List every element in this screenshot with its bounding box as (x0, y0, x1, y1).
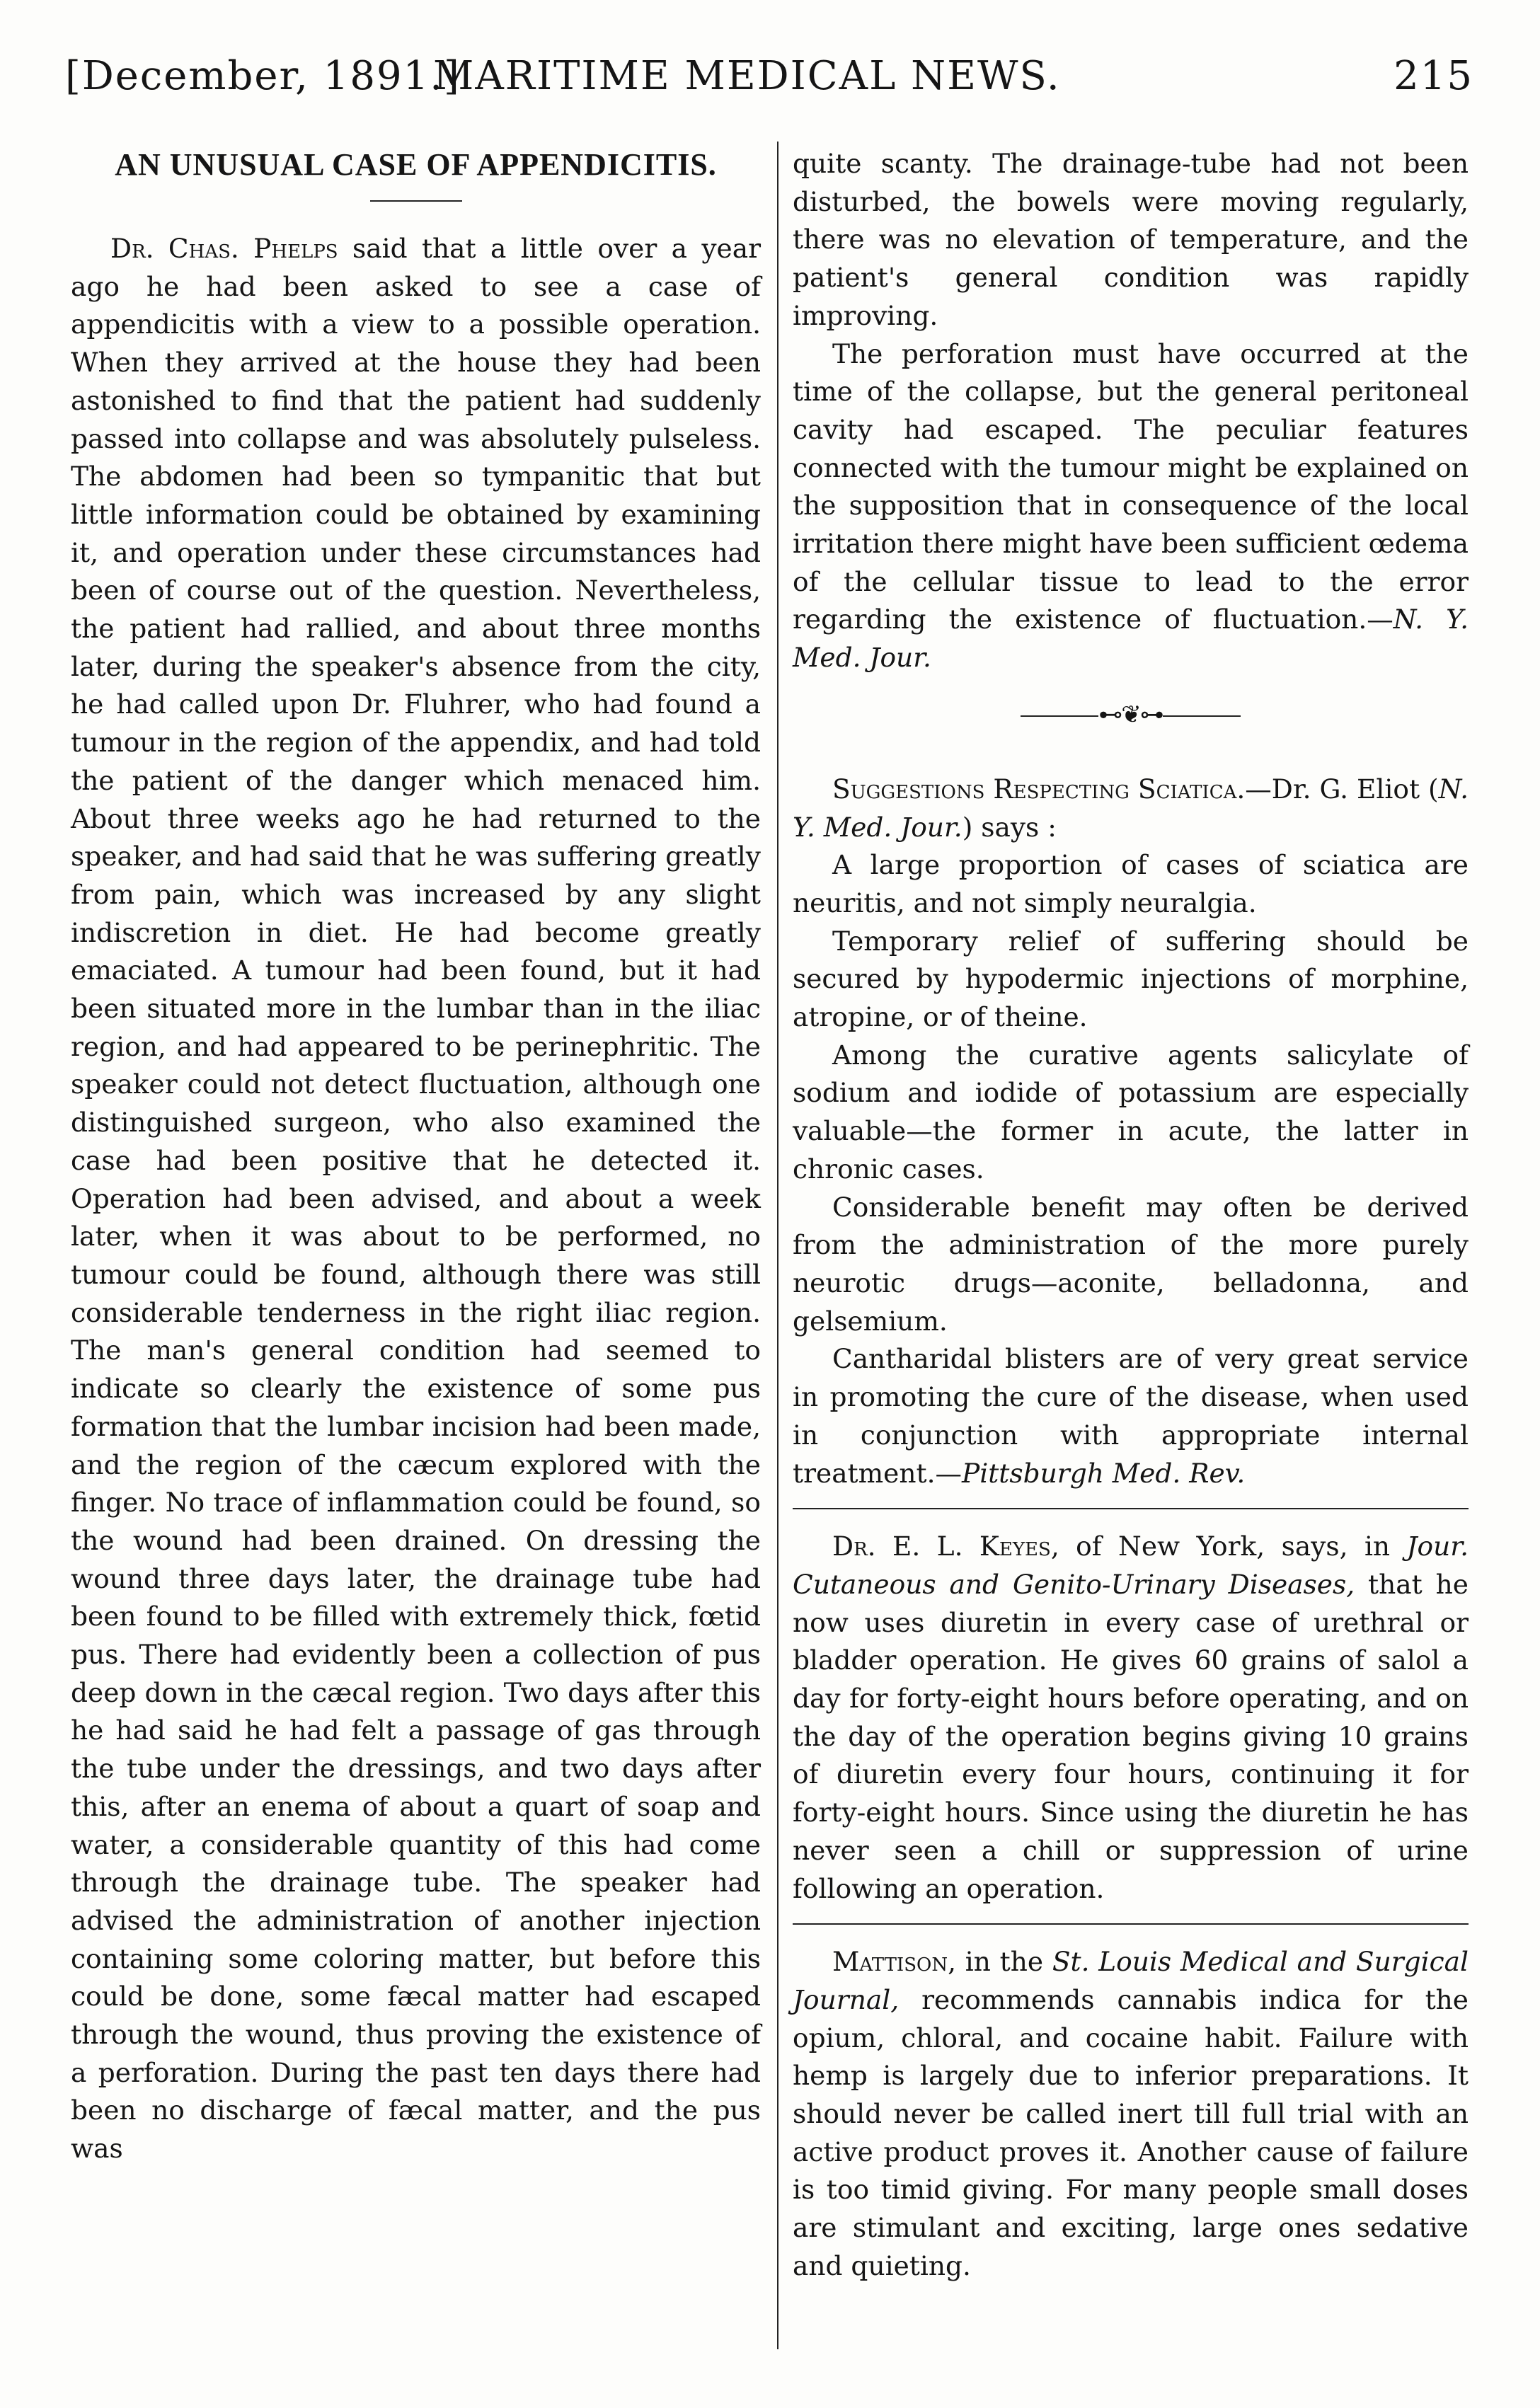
sciatica-paragraph: Considerable benefit may often be derived from the administration of the more purely neurotic drugs—aconite, belladonna, and gelsemium. (793, 1191, 1469, 1337)
issue-date: [December, 1891.] (65, 53, 461, 99)
sciatica-paragraph: Cantharidal blisters are of very great service in promoting the cure of the disease, when used in conjunction with appropriate internal treatment.—Pittsburgh Med. Rev. (793, 1343, 1469, 1489)
source-citation: St. Louis Medical and Surgical Journal, (793, 1946, 1469, 2015)
column-divider (777, 142, 778, 2349)
keyes-name: Dr. E. L. Keyes (832, 1531, 1051, 1562)
appendicitis-body: said that a little over a year ago he had been asked to see a case of appendicitis with a view to a possible operation. When they arrived at the house they had been astonished to find that the patient had suddenly passed into collapse and was absolutely pulseless. The abdomen had been so tympanitic that but little information could be obtained by examining it, and operation under these circumstances had been of course out of the question. Nevertheless, the patient had rallied, and about three months later, during the speaker's absence from the city, he had called upon Dr. Fluhrer, who had found a tumour in the region of the appendix, and had told the patient of the danger which menaced him. About three weeks ago he had returned to the speaker, and had said that he was suffering greatly from pain, which was increased by any slight indiscretion in diet. He had become greatly emaciated. A tumour had been found, but it had been situated more in the lumbar than in the iliac region, and had appeared to be perinephritic. The speaker could not detect fluctuation, although one distinguished surgeon, who also examined the case had been positive that he detected it. Operation had been advised, and about a week later, when it was about to be performed, no tumour could be found, although there was still considerable tenderness in the right iliac region. The man's general condition had seemed to indicate so clearly the existence of some pus formation that the lumbar incision had been made, and the region of the cæcum explored with the finger. No trace of inflammation could be found, so the wound had been drained. On dressing the wound three days later, the drainage tube had been found to be filled with extremely thick, fœtid pus. There had evidently been a collection of pus deep down in the cæcal region. Two days after this he had said he had felt a passage of gas through the tube under the dressings, and two days after this, after an enema of about a quart of soap and water, a considerable quantity of this had come through the drainage tube. The speaker had advised the administration of another injection containing some coloring matter, but before this could be done, some fæcal matter had escaped through the wound, thus proving the existence of a perforation. During the past ten days there had been no discharge of fæcal matter, and the pus was (71, 233, 761, 2165)
continuation-paragraph: quite scanty. The drainage-tube had not been disturbed, the bowels were moving regularly, there was no elevation of temperature, and the patient's general condition was rapidly improving. (793, 148, 1469, 331)
author-name: Dr. Chas. Phelps (110, 233, 338, 264)
appendicitis-paragraph (71, 230, 761, 2168)
section-rule (793, 1923, 1469, 1925)
mattison-paragraph: Mattison, in the St. Louis Medical and Surgical Journal, recommends cannabis indica for the opium, chloral, and cocaine habit. Failure with hemp is largely due to inferior preparations. It should never be called inert till full trial with an active product proves it. Another cause of failure is too timid giving. For many people small doses are stimulant and exciting, large ones sedative and quieting. (793, 1946, 1469, 2281)
sciatica-paragraph: Among the curative agents salicylate of sodium and iodide of potassium are especially valuable—the former in acute, the latter in chronic cases. (793, 1039, 1469, 1185)
section-rule (793, 1508, 1469, 1509)
journal-title: MARITIME MEDICAL NEWS. (433, 53, 1061, 99)
source-citation: Pittsburgh Med. Rev. (962, 1457, 1246, 1489)
ornament-glyph: ⊷❦⊶ (1098, 700, 1163, 729)
mattison-name: Mattison (832, 1946, 948, 1978)
perforation-paragraph: The perforation must have occurred at the time of the collapse, but the general peritoneal cavity had escaped. The peculiar features connected with the tumour might be explained on the supposition that in consequence of the local irritation there might have been sufficient œdema of the cellular tissue to lead to the error regarding the existence of fluctuation.—N. Y. Med. Jour. (793, 338, 1469, 674)
running-head (65, 41, 1473, 112)
section-ornament (793, 697, 1469, 732)
sciatica-heading: Suggestions Respecting Sciatica. (832, 773, 1246, 805)
article-title: AN UNUSUAL CASE OF APPENDICITIS. (115, 147, 717, 182)
source-citation: N. Y. Med. Jour. (793, 773, 1469, 843)
page-number: 215 (1394, 53, 1473, 99)
sciatica-paragraph: A large proportion of cases of sciatica are neuritis, and not simply neuralgia. (793, 849, 1469, 918)
source-citation: Jour. Cutaneous and Genito-Urinary Diseases, (793, 1531, 1469, 1600)
keyes-paragraph: Dr. E. L. Keyes, of New York, says, in Jour. Cutaneous and Genito-Urinary Diseases, that he now uses diuretin in every case of urethral or bladder operation. He gives 60 grains of salol a day for forty-eight hours before operating, and on the day of the operation begins giving 10 grains of diuretin every four hours, continuing it for forty-eight hours. Since using the diuretin he has never seen a chill or suppression of urine following an operation. (793, 1531, 1469, 1904)
source-citation: N. Y. Med. Jour. (793, 604, 1469, 674)
title-rule (370, 200, 462, 202)
left-column (71, 145, 761, 2168)
right-column (793, 145, 1469, 2286)
sciatica-paragraph: Temporary relief of suffering should be secured by hypodermic injections of morphine, atropine, or of theine. (793, 925, 1469, 1033)
sciatica-intro: Suggestions Respecting Sciatica.—Dr. G. Eliot (N. Y. Med. Jour.) says : (793, 773, 1469, 843)
